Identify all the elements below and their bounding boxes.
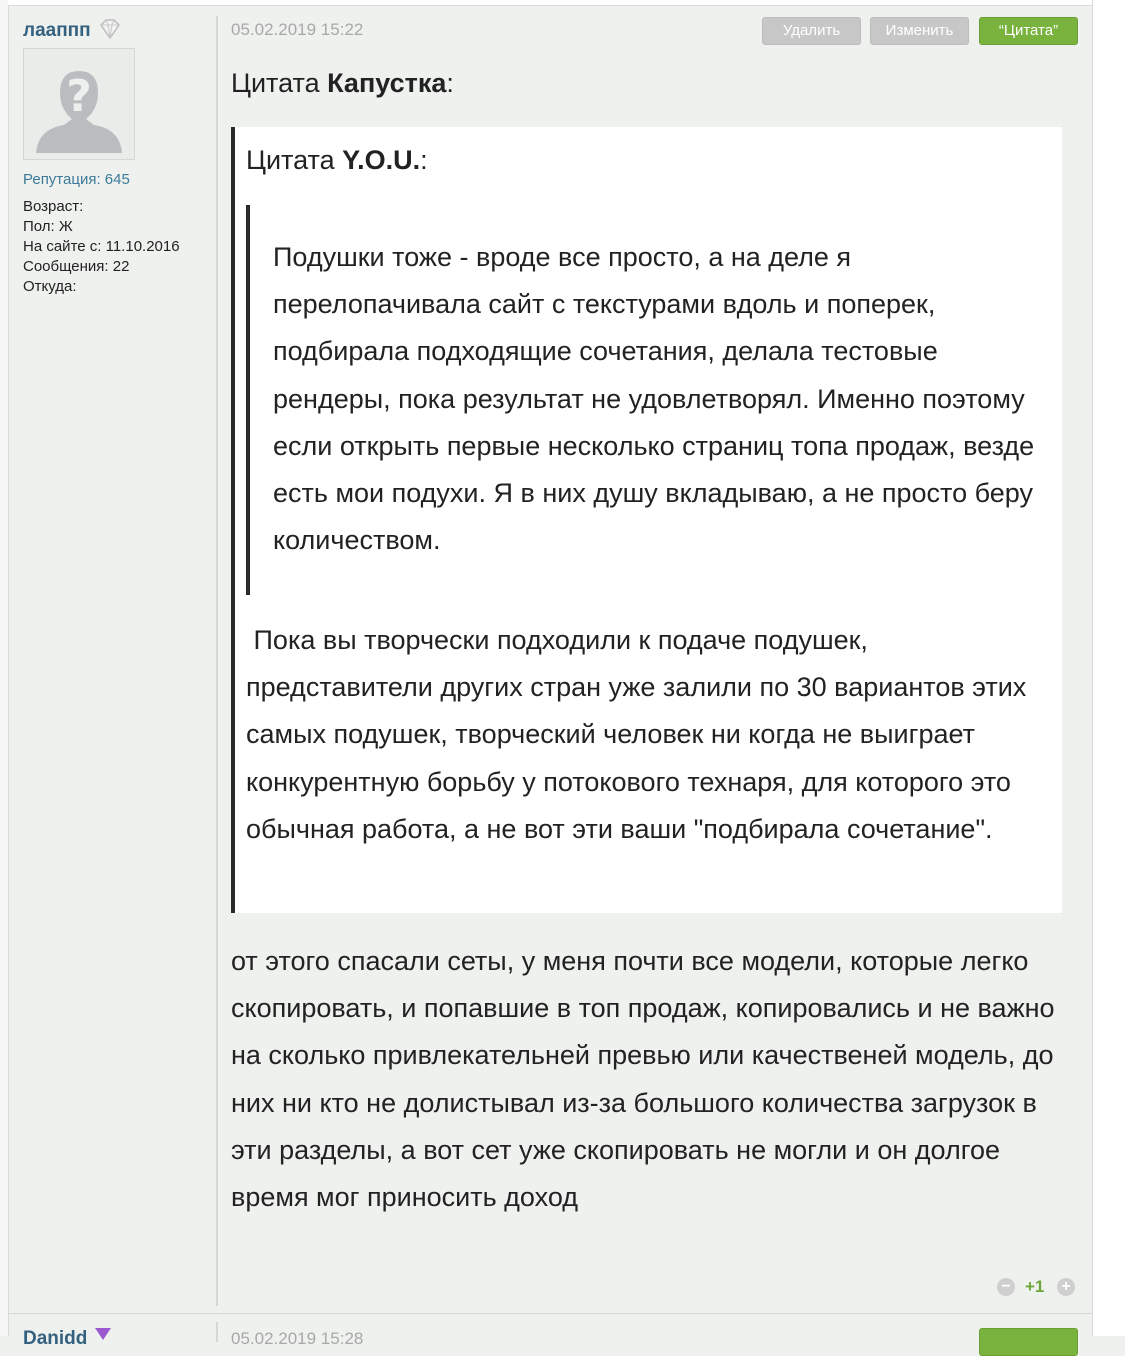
inner-quote-author: Y.O.U. xyxy=(342,145,421,175)
diamond-icon xyxy=(97,16,123,42)
outer-quote-block xyxy=(231,127,1062,913)
sidebar-divider xyxy=(216,1322,218,1342)
next-post-date: 05.02.2019 15:28 xyxy=(231,1329,364,1348)
left-frame xyxy=(0,0,9,1336)
quote-prefix: Цитата xyxy=(231,68,328,98)
inner-quote-text: Подушки тоже - вроде все просто, а на деле я перелопачивала сайт с текстурами вдоль и поперек, подбирала подходящие сочетания, делала тестовые рендеры, пока результат не удовлетворял. Именно поэтому если открыть первые несколько страниц топа продаж, везде есть мои подухи. Я в них душу вкладываю, а не просто беру количеством. xyxy=(273,242,1035,556)
quote-button[interactable]: “Цитата” xyxy=(979,17,1078,45)
next-forum-post xyxy=(9,1313,1092,1349)
edit-button[interactable]: Изменить xyxy=(870,17,969,45)
author-sidebar xyxy=(9,6,216,1308)
plus-icon: + xyxy=(1061,1278,1071,1295)
author-gender: Пол: Ж xyxy=(23,218,73,235)
forum-post xyxy=(9,6,1092,1308)
inner-quote-suffix: : xyxy=(420,145,428,175)
avatar[interactable] xyxy=(23,48,135,160)
outer-quote-header xyxy=(231,68,454,99)
vote-up-button[interactable] xyxy=(1057,1278,1075,1296)
reputation-link[interactable]: Репутация: 645 xyxy=(23,171,130,188)
hourglass-icon xyxy=(93,1328,113,1340)
quote-author: Капустка xyxy=(327,68,447,98)
svg-text:?: ? xyxy=(66,71,92,122)
post-date: 05.02.2019 15:22 xyxy=(231,20,364,39)
post-content xyxy=(231,6,1081,1308)
author-registered: На сайте с: 11.10.2016 xyxy=(23,238,180,255)
delete-button[interactable]: Удалить xyxy=(762,17,861,45)
outer-quote-text: Пока вы творчески подходили к подаче подушек, представители других стран уже залили по 30 вариантов этих самых подушек, творческий человек ни когда не выиграет конкурентную борьбу у потокового технаря, для которого это обычная работа, а не вот эти ваши "подбирала сочетание". xyxy=(246,625,1034,844)
next-author-username-link[interactable]: Danidd xyxy=(23,1328,88,1349)
author-username-link[interactable]: лааппп xyxy=(23,20,91,41)
author-location: Откуда: xyxy=(23,278,77,295)
rating-score: +1 xyxy=(1025,1277,1045,1296)
quote-suffix: : xyxy=(446,68,454,98)
default-avatar-icon xyxy=(24,49,134,159)
minus-icon: − xyxy=(1001,1278,1011,1295)
author-messages: Сообщения: 22 xyxy=(23,258,130,275)
next-quote-button[interactable] xyxy=(979,1328,1078,1356)
author-age: Возраст: xyxy=(23,198,84,215)
sidebar-divider xyxy=(216,16,218,1306)
inner-quote-block xyxy=(246,205,1060,595)
inner-quote-prefix: Цитата xyxy=(246,145,343,175)
post-body-text: от этого спасали сеты, у меня почти все модели, которые легко скопировать, и попавшие в топ продаж, копировались и не важно на сколько привлекательней превью или качественей модель, до них ни кто не долистывал из-за большого количества загрузок в эти разделы, а вот сет уже скопировать не могли и он долгое время мог приносить доход xyxy=(231,946,1055,1213)
author-info xyxy=(23,197,180,297)
inner-quote-header xyxy=(246,145,428,176)
right-frame xyxy=(1092,0,1125,1336)
vote-down-button[interactable] xyxy=(997,1278,1015,1296)
